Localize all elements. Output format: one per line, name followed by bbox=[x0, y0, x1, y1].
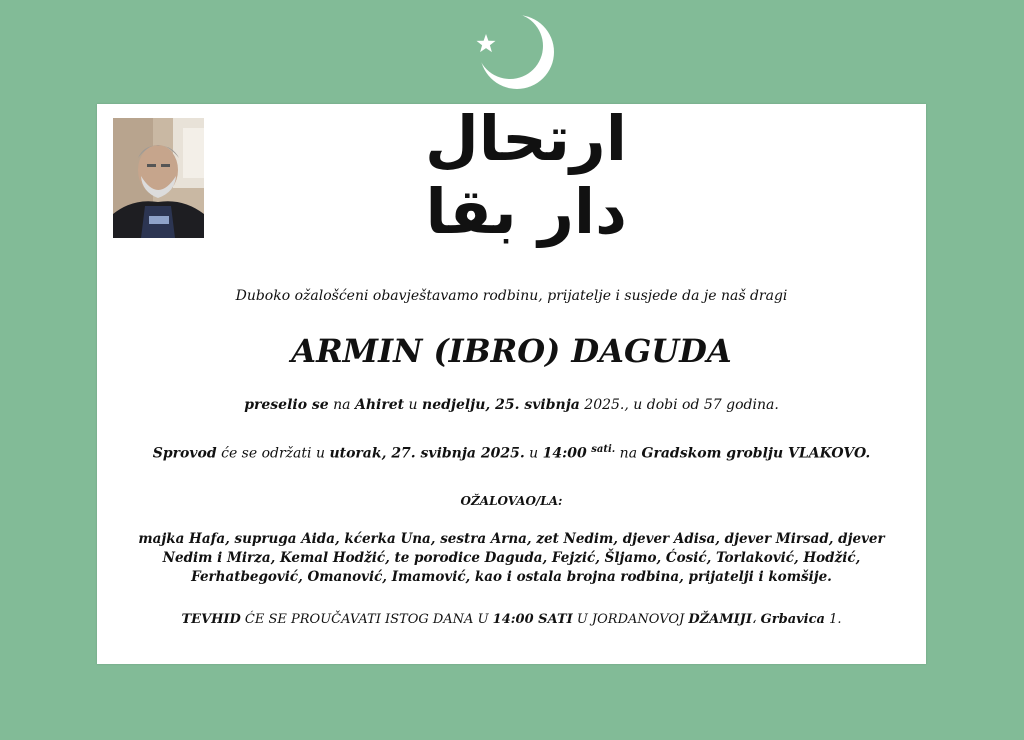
mourners-list: majka Hafa, supruga Aida, kćerka Una, sestra Arna, zet Nedim, djever Adisa, djever Mirsad, djever Nedim i Mirza, Kemal Hodžić, te porodice Daguda, Fejzić, Šljamo, Ćosić, Torlaković, Hodžić, Ferhatbegović, Omanović, Imamović, kao i ostala brojna rodbina, prijatelji i komšije. bbox=[138, 531, 885, 585]
obituary-card bbox=[97, 104, 926, 664]
passed-away-line: preselio se na Ahiret u nedjelju, 25. svibnja 2025., u dobi od 57 godina. bbox=[244, 397, 779, 413]
mourners-title: OŽALOVAO/LA: bbox=[460, 494, 563, 508]
crescent-star-icon bbox=[470, 12, 556, 94]
funeral-line: Sprovod će se održati u utorak, 27. svibnja 2025. u 14:00 $^{sati.}$ na Gradskom groblju VLAKOVO. bbox=[152, 444, 871, 462]
tevhid-line: TEVHID ĆE SE PROUČAVATI ISTOG DANA U 14:00 SATI U JORDANOVOJ DŽAMIJI، Grbavica 1. bbox=[181, 612, 842, 627]
deceased-name: ARMIN (IBRO) DAGUDA bbox=[291, 332, 732, 370]
arabic-calligraphy: ارتحال دار بقا bbox=[425, 102, 627, 248]
portrait-photo bbox=[113, 118, 204, 238]
intro-text: Duboko ožalošćeni obavještavamo rodbinu, prijatelje i susjede da je naš dragi bbox=[235, 288, 788, 304]
